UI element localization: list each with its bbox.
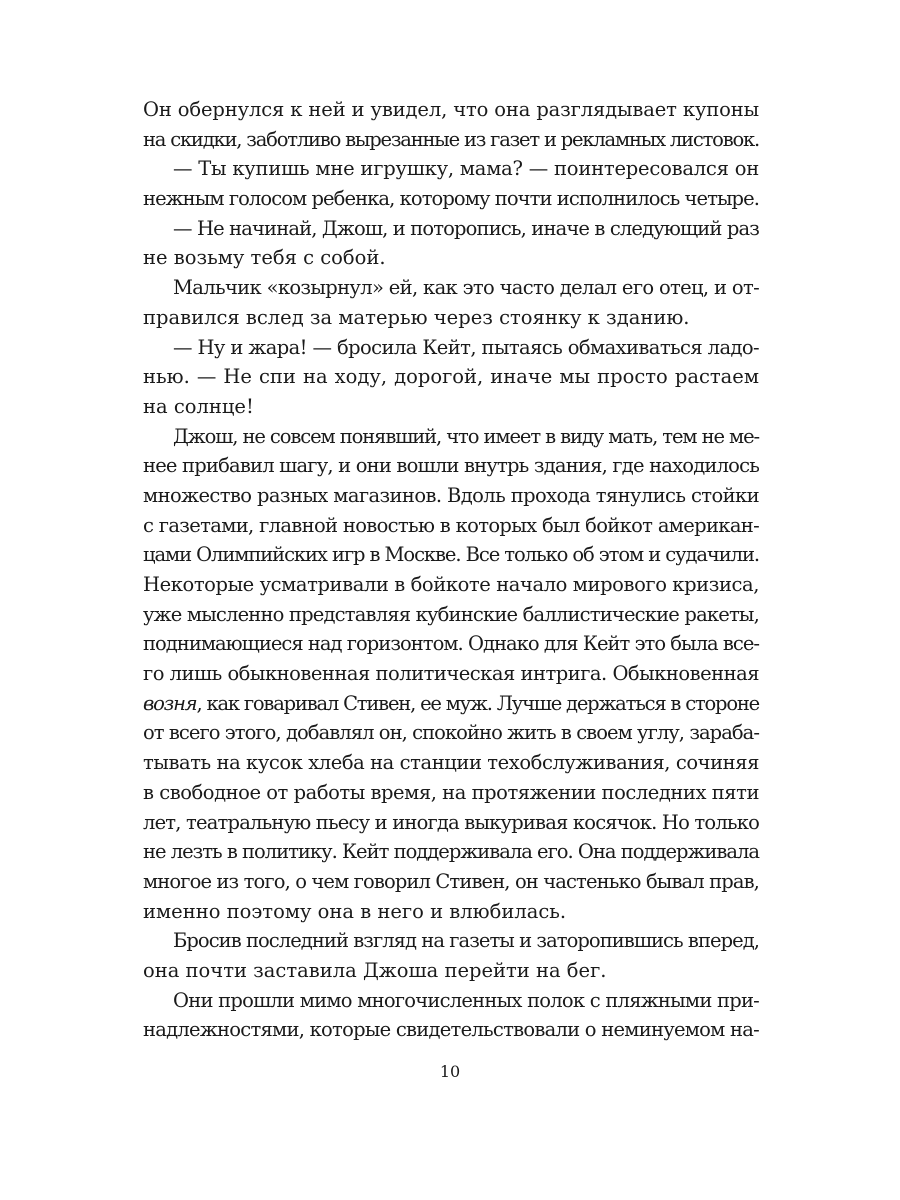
text-line: Мальчик «козырнул» ей, как это часто делал его отец, и от- (173, 276, 760, 300)
text-line: именно поэтому она в него и влюбилась. (143, 899, 567, 923)
body-text (143, 95, 759, 1045)
text-line: не лезть в политику. Кейт поддерживала его. Она поддерживала (143, 840, 759, 864)
text-line (143, 689, 759, 719)
text-line: множество разных магазинов. Вдоль прохода тянулись стойки (143, 483, 759, 507)
text-line-rest: , как говаривал Стивен, ее муж. Лучше держаться в стороне (196, 691, 759, 715)
text-line: поднимающиеся над горизонтом. Однако для Кейт это была все- (143, 632, 759, 656)
text-line: нежным голосом ребенка, которому почти исполнилось четыре. (143, 187, 759, 211)
text-line: на солнце! (143, 394, 254, 418)
text-line: лет, театральную пьесу и иногда выкуривая косячок. Но только (143, 810, 760, 834)
text-line: от всего этого, добавлял он, спокойно жить в своем углу, зараба- (143, 721, 760, 745)
text-line: Он обернулся к ней и увидел, что она разглядывает купоны (143, 98, 760, 121)
text-line: тывать на кусок хлеба на станции техобслуживания, сочиняя (143, 751, 759, 775)
text-line: многое из того, о чем говорил Стивен, он частенько бывал прав, (143, 869, 759, 893)
text-line: нью. — Не спи на ходу, дорогой, иначе мы просто растаем (143, 365, 759, 389)
text-line: на скидки, заботливо вырезанные из газет и рекламных листовок. (143, 127, 759, 151)
text-line: Некоторые усматривали в бойкоте начало мирового кризиса, (143, 573, 760, 596)
text-line: — Ну и жара! — бросила Кейт, пытаясь обмахиваться ладо- (173, 335, 760, 359)
text-line: цами Олимпийских игр в Москве. Все только об этом и судачили. (143, 543, 759, 567)
text-line: Бросив последний взгляд на газеты и заторопившись вперед, (173, 929, 759, 953)
text-line: нее прибавил шагу, и они вошли внутрь здания, где находилось (143, 454, 760, 478)
text-line: уже мысленно представляя кубинские баллистические ракеты, (143, 602, 759, 626)
text-line: не возьму тебя с собой. (143, 246, 386, 270)
italic-word: возня (143, 691, 197, 715)
text-line: — Ты купишь мне игрушку, мама? — поинтересовался он (173, 157, 759, 181)
text-line: в свободное от работы время, на протяжении последних пяти (143, 780, 759, 804)
text-line: го лишь обыкновенная политическая интрига. Обыкновенная (143, 662, 760, 686)
text-line: она почти заставила Джоша перейти на бег. (143, 958, 607, 982)
text-line: Они прошли мимо многочисленных полок с пляжными при- (173, 988, 760, 1012)
text-line: Джош, не совсем понявший, что имеет в виду мать, тем не ме- (173, 424, 760, 448)
text-line: с газетами, главной новостью в которых был бойкот американ- (143, 513, 760, 537)
text-line: — Не начинай, Джош, и поторопись, иначе в следующий раз (173, 216, 759, 240)
page-number: 10 (439, 1062, 461, 1081)
text-line: правился вслед за матерью через стоянку к зданию. (143, 305, 690, 329)
text-line: надлежностями, которые свидетельствовали о неминуемом на- (143, 1018, 760, 1042)
